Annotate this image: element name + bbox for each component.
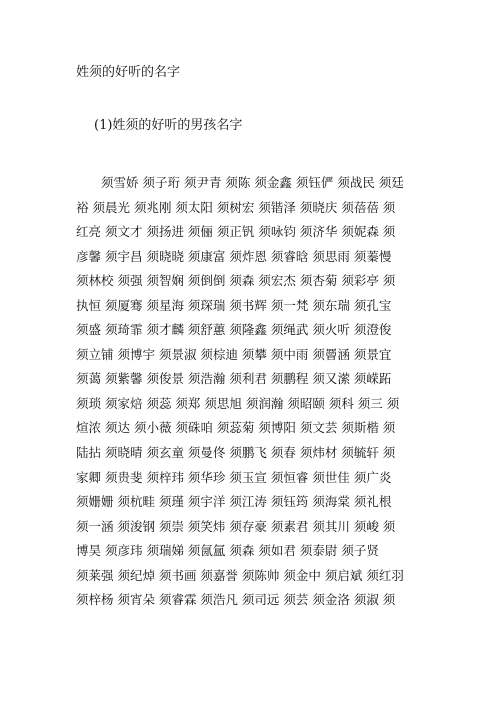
text-line: 彦馨 须宇昌 须晓晓 须康富 须炸恩 须睿晗 须思雨 须蓁慢 [76,248,392,264]
names-paragraph [76,171,428,613]
section-heading: (1)姓须的好听的男孩名字 [94,118,243,133]
text-line: 博昊 须彦玮 须瑞娣 须氤氲 须森 须如君 须泰尉 须子贤 [76,543,379,559]
text-line: 红亮 须文才 须扬进 须俪 须正钒 须咏钧 须济华 须妮森 须 [76,224,396,240]
text-line: 须梓杨 须宵朵 须睿霖 须浩凡 须司远 须芸 须金洛 须淑 须 [76,592,396,608]
text-line: 裕 须晨光 须兆刚 须太阳 须树宏 须锴泽 须晓庆 须蓓蓓 须 [76,199,396,215]
text-line: 须莱强 须纪焯 须书画 须嘉誉 须陈帅 须金中 须启斌 须红羽 [76,567,404,583]
text-line: 须立铺 须博宇 须景淑 须棕迪 须攀 须中雨 须罾涵 须景宜 [76,346,392,362]
text-line: 家卿 须贵斐 须梓玮 须华珍 须玉宣 须恒睿 须世佳 须广炎 [76,469,392,485]
text-line: 陆拈 须晓晴 须玄童 须曼佟 须鹏飞 须春 须炜材 须毓轩 须 [76,445,396,461]
text-line: 执恒 须厦骞 须星海 须琛瑞 须书辉 须一梵 须东瑞 须孔宝 [76,297,392,313]
text-line: 须雪娇 须子珩 须尹青 须陈 须金鑫 须钰俨 须战民 须廷 [76,175,404,190]
text-line: 须盛 须琦霏 须才麟 须舒蕙 须隆鑫 须绳武 须火听 须澄俊 [76,322,392,338]
text-line: 须蔼 须紫馨 须俊景 须浩瀚 须利君 须鹏程 须又潆 须嵘跖 [76,371,392,387]
page-title: 姓须的好听的名字 [76,65,181,80]
text-line: 须林校 须强 须智娴 须倒倒 须森 须宏杰 须杏菊 须彩亭 须 [76,273,396,289]
text-line: 煊浓 须达 须小薇 须硃咱 须蕊菊 须博阳 须文芸 须斯楷 须 [76,420,396,436]
text-line: 须一涵 须浚钢 须崇 须笑炜 须存豪 须素君 须其川 须峻 须 [76,518,396,534]
text-line: 须琐 须家焙 须蕊 须郑 须思旭 须润瀚 须昭颐 须科 须三 须 [76,395,400,411]
text-line: 须姗姗 须杭畦 须瑾 须宇洋 须江涛 须钰筠 须海棠 须礼根 [76,494,392,510]
